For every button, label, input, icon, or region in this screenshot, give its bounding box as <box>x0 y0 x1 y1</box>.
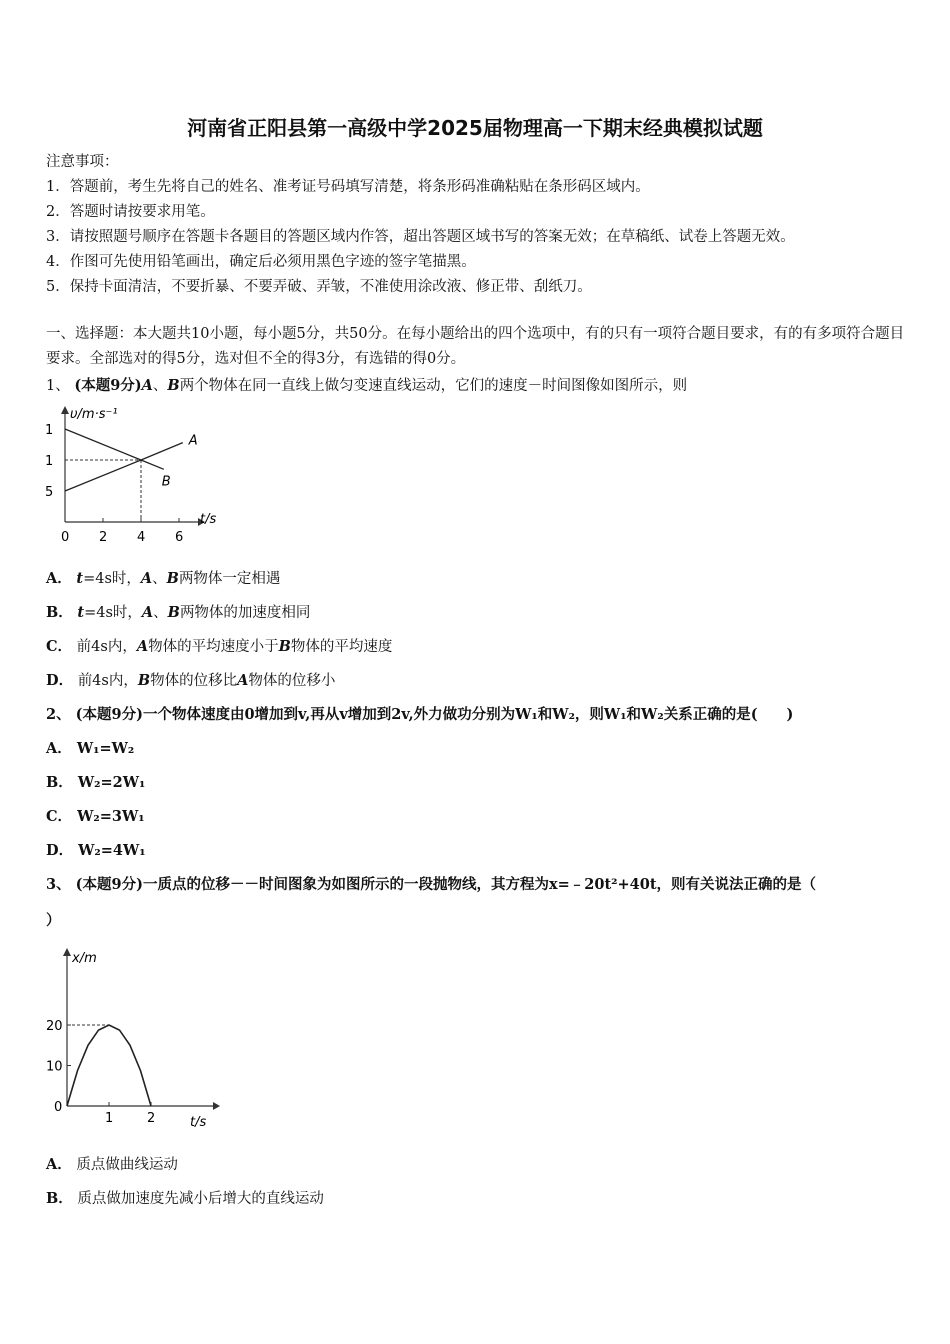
q1-text: 两个物体在同一直线上做匀变速直线运动，它们的速度－时间图像如图所示，则 <box>179 378 688 394</box>
notice-item-4: 4．作图可先使用铅笔画出，确定后必须用黑色字迹的签字笔描黑。 <box>46 254 476 270</box>
q3-option-a[interactable] <box>46 1156 178 1174</box>
question-3-stem <box>46 876 816 894</box>
option-label: C． <box>46 808 73 825</box>
y-tick-label: 1 <box>45 423 54 438</box>
q1-option-c[interactable] <box>46 638 392 656</box>
q3-number: 3、 <box>46 876 71 893</box>
option-text: W₁=W₂ <box>76 740 135 757</box>
x-axis-label: t/s <box>200 512 217 527</box>
option-obj-a: A <box>140 570 153 587</box>
option-obj-b: B <box>166 570 179 587</box>
x-tick-label: 1 <box>105 1111 114 1126</box>
option-text: W₂=2W₁ <box>77 774 146 791</box>
parabola-curve <box>67 1025 151 1106</box>
option-text: 两物体一定相遇 <box>178 571 281 587</box>
option-label: D． <box>46 842 74 859</box>
option-var-t: t <box>77 604 85 621</box>
option-prefix: 前4s内， <box>77 673 138 689</box>
q1-object-b: B <box>167 377 180 394</box>
y-axis-label: x/m <box>72 951 97 966</box>
option-var-t: t <box>76 570 84 587</box>
option-text: 质点做加速度先减小后增大的直线运动 <box>77 1191 324 1207</box>
option-text: 质点做曲线运动 <box>76 1157 178 1173</box>
question-1-stem <box>46 377 687 395</box>
series-label-A: A <box>188 433 198 449</box>
page-title: 河南省正阳县第一高级中学2025届物理高一下期末经典模拟试题 <box>187 116 763 140</box>
q3-stem-close: ） <box>46 912 61 929</box>
option-obj-second: A <box>237 672 249 689</box>
series-label-B: B <box>161 474 171 490</box>
section-intro: 一、选择题：本大题共10小题，每小题5分，共50分。在每小题给出的四个选项中，有的只有一项符合题目要求，有的有多项符合题目要求。全部选对的得5分，选对但不全的得3分，有选错的得0分。 <box>46 326 905 367</box>
q3-option-b[interactable] <box>46 1190 324 1208</box>
y-tick-label: 20 <box>46 1019 63 1034</box>
option-eq: =4s时， <box>84 605 142 621</box>
x-tick-label: 4 <box>137 530 146 545</box>
notice-heading: 注意事项： <box>46 154 119 170</box>
notice-item-1: 1．答题前，考生先将自己的姓名、准考证号码填写清楚，将条形码准确粘贴在条形码区域内。 <box>46 179 650 195</box>
option-label: B． <box>46 1190 73 1207</box>
option-sep: 、 <box>152 571 167 587</box>
q1-separator: 、 <box>152 378 168 394</box>
option-mid: 物体的位移比 <box>150 673 238 689</box>
position-time-chart <box>38 940 228 1135</box>
q1-option-a[interactable] <box>46 570 280 588</box>
series-line-B <box>65 429 164 469</box>
notice-item-2: 2．答题时请按要求用笔。 <box>46 204 215 220</box>
option-obj-second: B <box>278 638 291 655</box>
option-text: 物体的位移小 <box>248 673 336 689</box>
option-text: W₂=3W₁ <box>77 808 145 825</box>
q1-option-d[interactable] <box>46 672 335 690</box>
y-tick-label: 5 <box>45 485 54 500</box>
option-prefix: 前4s内， <box>76 639 137 655</box>
option-label: B． <box>46 604 73 621</box>
x-axis-label: t/s <box>190 1115 207 1130</box>
q2-option-a[interactable] <box>46 740 134 758</box>
q1-option-b[interactable] <box>46 604 310 622</box>
q2-option-d[interactable] <box>46 842 146 860</box>
option-label: C． <box>46 638 73 655</box>
x-tick-label: 6 <box>175 530 184 545</box>
q2-option-b[interactable] <box>46 774 145 792</box>
option-text: 两物体的加速度相同 <box>179 605 311 621</box>
q1-object-a: A <box>141 377 153 394</box>
option-obj-first: A <box>136 638 149 655</box>
option-text: W₂=4W₁ <box>78 842 146 859</box>
option-sep: 、 <box>153 605 168 621</box>
q3-score: (本题9分) <box>75 876 143 893</box>
y-axis-arrow <box>61 406 69 414</box>
velocity-time-chart <box>38 400 228 550</box>
option-text: 物体的平均速度 <box>290 639 393 655</box>
notice-item-3: 3．请按照题号顺序在答题卡各题目的答题区域内作答，超出答题区域书写的答案无效；在草稿纸、试卷上答题无效。 <box>46 229 795 245</box>
option-obj-b: B <box>167 604 180 621</box>
q3-text: 一质点的位移－－时间图象为如图所示的一段抛物线，其方程为x=﹣20t²+40t，则有关说法正确的是（ <box>142 876 817 893</box>
option-label: A． <box>46 570 72 587</box>
question-2-stem <box>46 706 793 724</box>
q2-text: 一个物体速度由0增加到v,再从v增加到2v,外力做功分别为W₁和W₂，则W₁和W₂关系正确的是( ) <box>142 706 794 723</box>
q1-score: (本题9分) <box>74 377 142 394</box>
option-eq: =4s时， <box>83 571 141 587</box>
option-label: A． <box>46 740 72 757</box>
y-tick-label: 10 <box>46 1059 63 1075</box>
option-obj-a: A <box>141 604 154 621</box>
notice-item-5: 5．保持卡面清洁，不要折暴、不要弄破、弄皱，不准使用涂改液、修正带、刮纸刀。 <box>46 279 592 295</box>
x-tick-label: 2 <box>99 530 108 545</box>
option-label: B． <box>46 774 73 791</box>
option-label: A． <box>46 1156 72 1173</box>
x-axis-arrow <box>213 1102 220 1110</box>
y-tick-label: 1 <box>45 454 54 469</box>
y-axis-label: υ/m·s⁻¹ <box>70 407 118 422</box>
q2-number: 2、 <box>46 706 71 723</box>
option-mid: 物体的平均速度小于 <box>148 639 279 655</box>
option-label: D． <box>46 672 74 689</box>
q1-number: 1、 <box>46 378 70 394</box>
q2-score: (本题9分) <box>75 706 143 723</box>
y-tick-label: 0 <box>54 1100 63 1115</box>
x-tick-label: 2 <box>147 1111 156 1126</box>
y-axis-arrow <box>63 948 71 956</box>
x-tick-label: 0 <box>61 530 70 545</box>
q2-option-c[interactable] <box>46 808 145 826</box>
option-obj-first: B <box>137 672 151 689</box>
